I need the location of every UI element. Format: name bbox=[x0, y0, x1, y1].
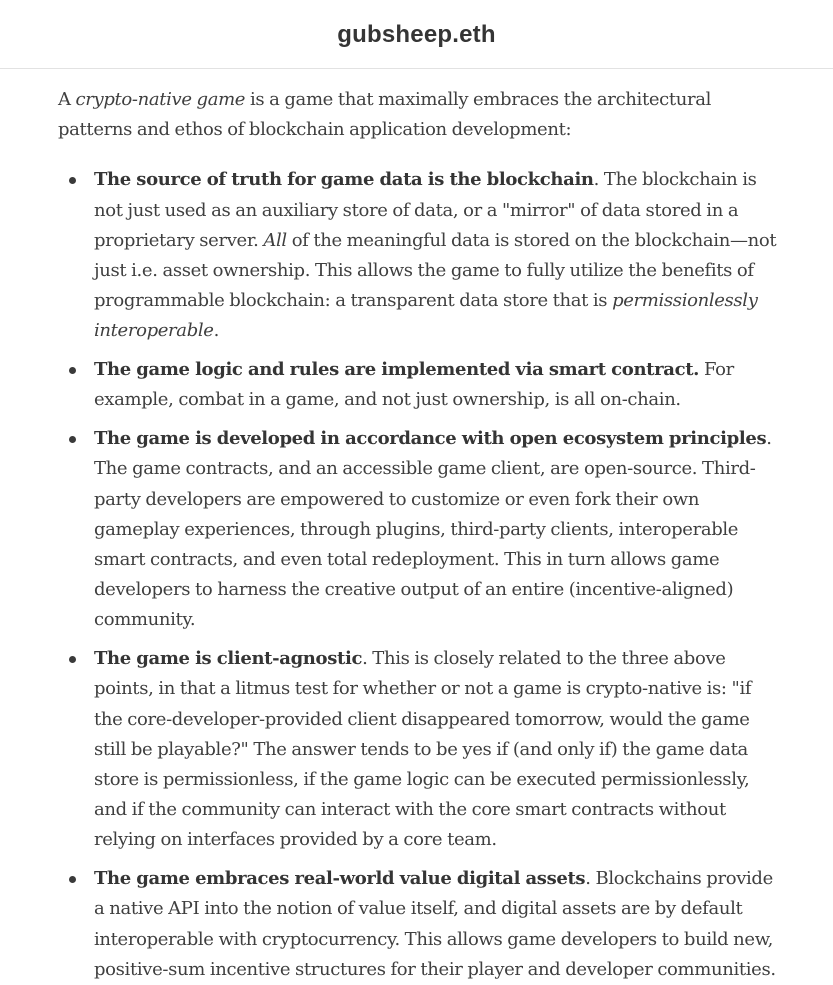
site-header bbox=[0, 0, 833, 69]
list-item-lead: The game embraces real-world value digital assets bbox=[94, 868, 586, 890]
article-body bbox=[0, 85, 833, 985]
intro-paragraph: A crypto-native game is a game that maximally embraces the architectural patterns and ethos of blockchain application development: bbox=[58, 89, 712, 141]
bullet-icon bbox=[69, 656, 76, 663]
list-item-lead: The game is developed in accordance with open ecosystem principles bbox=[94, 428, 767, 450]
principles-list bbox=[58, 165, 777, 985]
list-item-lead: The source of truth for game data is the blockchain bbox=[94, 169, 594, 191]
list-item: The source of truth for game data is the blockchain. The blockchain is not just used as an auxiliary store of data, or a "mirror" of data stored in a proprietary server. All of the meaningful data is stored on the blockchain—not just i.e. asset ownership. This allows the game to fully utilize the benefits of programmable blockchain: a transparent data store that is permissionlessly interoperable. bbox=[94, 165, 777, 346]
site-title[interactable]: gubsheep.eth bbox=[337, 21, 496, 48]
bullet-icon bbox=[69, 876, 76, 883]
list-item: The game is developed in accordance with open ecosystem principles. The game contracts, and an accessible game client, are open-source. Third-party developers are empowered to customize or even fork their own gameplay experiences, through plugins, third-party clients, interoperable smart contracts, and even total redeployment. This in turn allows game developers to harness the creative output of an entire (incentive-aligned) community. bbox=[94, 424, 777, 635]
intro-term: crypto-native game bbox=[75, 89, 246, 110]
bullet-icon bbox=[69, 367, 76, 374]
list-item-lead: The game logic and rules are implemented via smart contract. bbox=[94, 359, 700, 381]
list-item: The game logic and rules are implemented via smart contract. For example, combat in a game, and not just ownership, is all on-chain. bbox=[94, 355, 777, 415]
list-item: The game is client-agnostic. This is closely related to the three above points, in that a litmus test for whether or not a game is crypto-native is: "if the core-developer-provided client disappeared tomorrow, would the game still be playable?" The answer tends to be yes if (and only if) the game data store is permissionless, if the game logic can be executed permissionlessly, and if the community can interact with the core smart contracts without relying on interfaces provided by a core team. bbox=[94, 644, 777, 855]
list-item-lead: The game is client-agnostic bbox=[94, 648, 363, 670]
list-item: The game embraces real-world value digital assets. Blockchains provide a native API into the notion of value itself, and digital assets are by default interoperable with cryptocurrency. This allows game developers to build new, positive-sum incentive structures for their player and developer communities. bbox=[94, 864, 777, 985]
bullet-icon bbox=[69, 177, 76, 184]
bullet-icon bbox=[69, 436, 76, 443]
